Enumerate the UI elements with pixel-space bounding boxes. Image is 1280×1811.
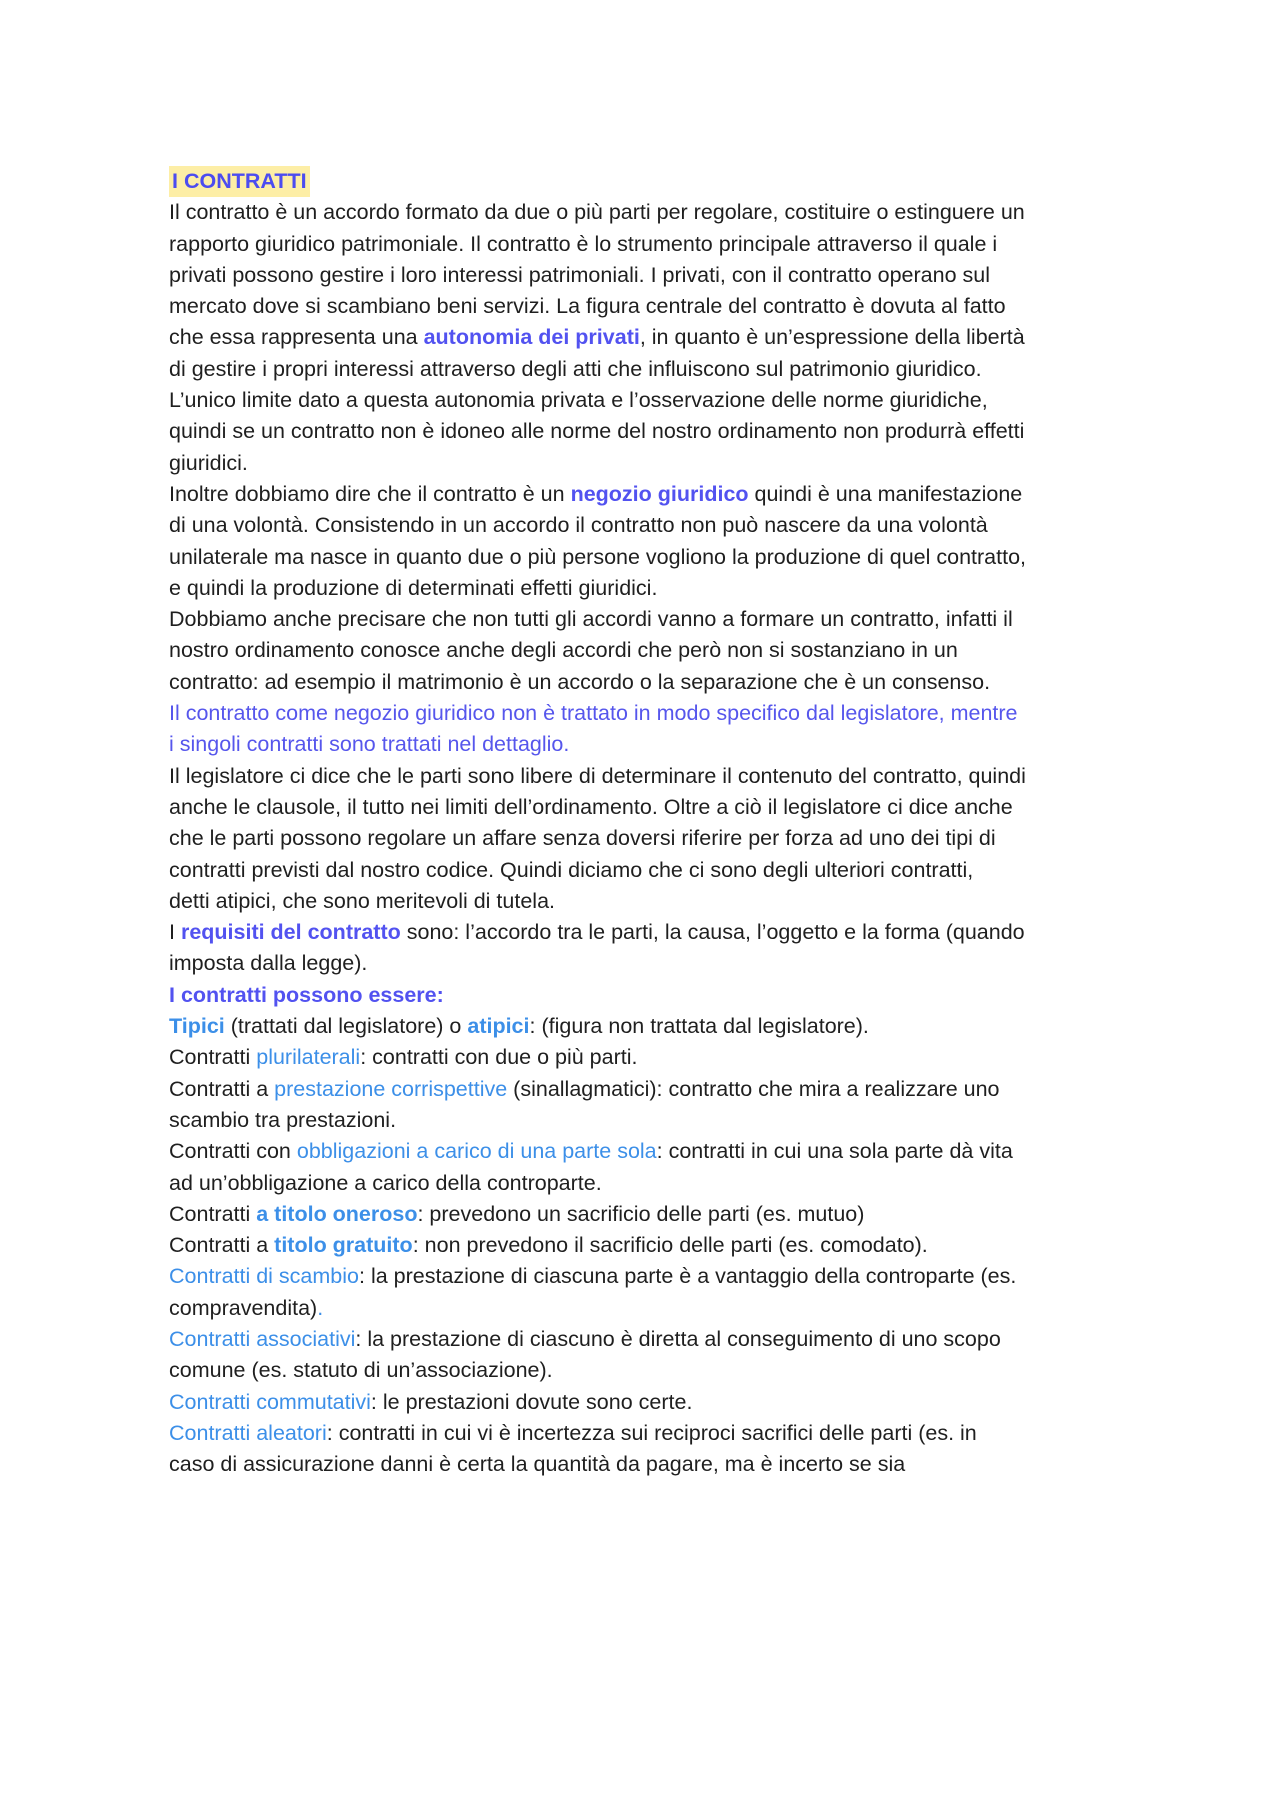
p1-line-2: rapporto giuridico patrimoniale. Il contratto è lo strumento principale attraverso il quale i: [169, 231, 998, 256]
key-term-negozio: negozio giuridico: [570, 481, 749, 506]
list-item-obbligazioni-cont: ad un’obbligazione a carico della controparte.: [169, 1170, 602, 1195]
p1-line-1: Il contratto è un accordo formato da due o più parti per regolare, costituire o estinguere un: [169, 200, 1025, 225]
text: : contratti con due o più parti.: [360, 1045, 638, 1070]
list-item-obbligazioni: [169, 1136, 1129, 1167]
list-item-scambio: [169, 1261, 1129, 1292]
colored-period: .: [317, 1295, 324, 1320]
p4-line-1: Il contratto come negozio giuridico non è trattato in modo specifico dal legislatore, mentre: [169, 701, 1018, 726]
term-commutativi: Contratti commutativi: [169, 1389, 371, 1414]
text: Contratti: [169, 1045, 257, 1070]
p5-line-4: contratti previsti dal nostro codice. Quindi diciamo che ci sono degli ulteriori contratti,: [169, 857, 974, 882]
p2-line-2: di una volontà. Consistendo in un accordo il contratto non può nascere da una volontà: [169, 513, 988, 538]
doc-title: I CONTRATTI: [169, 166, 310, 197]
list-item-aleatori: [169, 1418, 1129, 1449]
p1-line-6: di gestire i propri interessi attraverso degli atti che influiscono sul patrimonio giuridico.: [169, 356, 982, 381]
text: Contratti a: [169, 1076, 275, 1101]
p1-line-4: mercato dove si scambiano beni servizi. La figura centrale del contratto è dovuta al fatto: [169, 294, 1006, 319]
list-item-commutativi: [169, 1387, 1129, 1418]
p2-line-1: [169, 479, 1129, 510]
term-aleatori: Contratti aleatori: [169, 1420, 327, 1445]
text: : contratti in cui vi è incertezza sui reciproci sacrifici delle parti (es. in: [326, 1420, 977, 1445]
p5-line-5: detti atipici, che sono meritevoli di tutela.: [169, 888, 556, 913]
term-atipici: atipici: [467, 1014, 530, 1039]
text: che essa rappresenta una: [169, 325, 424, 350]
term-oneroso: a titolo oneroso: [256, 1201, 418, 1226]
term-tipici: Tipici: [169, 1014, 225, 1039]
p3-line-3: contratto: ad esempio il matrimonio è un accordo o la separazione che è un consenso.: [169, 669, 991, 694]
term-gratuito: titolo gratuito: [274, 1233, 413, 1258]
text: , in quanto è un’espressione della libertà: [639, 325, 1025, 350]
p1-line-8: quindi se un contratto non è idoneo alle norme del nostro ordinamento non produrrà effetti: [169, 419, 1025, 444]
text: quindi è una manifestazione: [748, 481, 1023, 506]
text: : non prevedono il sacrificio delle parti (es. comodato).: [412, 1233, 928, 1258]
document-body: [169, 166, 1129, 1480]
p6-line-1: [169, 917, 1129, 948]
term-associativi: Contratti associativi: [169, 1326, 356, 1351]
list-item-prestazione-cont: scambio tra prestazioni.: [169, 1107, 397, 1132]
p3-line-2: nostro ordinamento conosce anche degli accordi che però non si sostanziano in un: [169, 638, 958, 663]
list-item-associativi-cont: comune (es. statuto di un’associazione).: [169, 1358, 553, 1383]
p1-line-7: L’unico limite dato a questa autonomia privata e l’osservazione delle norme giuridiche,: [169, 388, 988, 413]
list-item-oneroso: [169, 1199, 1129, 1230]
p6-line-2: imposta dalla legge).: [169, 951, 368, 976]
p2-line-3: unilaterale ma nasce in quanto due o più persone vogliono la produzione di quel contratto,: [169, 544, 1027, 569]
list-item-tipici: [169, 1011, 1129, 1042]
text: Contratti: [169, 1201, 257, 1226]
list-item-scambio-cont: [169, 1293, 1129, 1324]
text: : le prestazioni dovute sono certe.: [370, 1389, 693, 1414]
term-prestazione: prestazione corrispettive: [274, 1076, 508, 1101]
term-plurilaterali: plurilaterali: [256, 1045, 361, 1070]
key-term-requisiti: requisiti del contratto: [180, 920, 401, 945]
text: (trattati dal legislatore) o: [224, 1014, 468, 1039]
text: : prevedono un sacrificio delle parti (es. mutuo): [417, 1201, 865, 1226]
p4-line-2: i singoli contratti sono trattati nel dettaglio.: [169, 732, 570, 757]
p1-line-9: giuridici.: [169, 450, 248, 475]
text: : (figura non trattata dal legislatore).: [529, 1014, 869, 1039]
list-item-gratuito: [169, 1230, 1129, 1261]
text: I: [169, 920, 181, 945]
text: sono: l’accordo tra le parti, la causa, l’oggetto e la forma (quando: [400, 920, 1025, 945]
term-scambio: Contratti di scambio: [169, 1264, 359, 1289]
p5-line-3: che le parti possono regolare un affare senza doversi riferire per forza ad uno dei tipi di: [169, 826, 996, 851]
text: (sinallagmatici): contratto che mira a realizzare uno: [507, 1076, 1000, 1101]
term-obbligazioni: obbligazioni a carico di una parte sola: [296, 1139, 657, 1164]
p5-line-2: anche le clausole, il tutto nei limiti dell’ordinamento. Oltre a ciò il legislatore ci dice anche: [169, 794, 1013, 819]
text: : la prestazione di ciascuno è diretta al conseguimento di uno scopo: [355, 1326, 1001, 1351]
p5-line-1: Il legislatore ci dice che le parti sono libere di determinare il contenuto del contratto, quindi: [169, 763, 1026, 788]
list-item-prestazione: [169, 1074, 1129, 1105]
p2-line-4: e quindi la produzione di determinati effetti giuridici.: [169, 575, 658, 600]
p1-line-3: privati possono gestire i loro interessi patrimoniali. I privati, con il contratto operano sul: [169, 262, 990, 287]
doc-title-line: [169, 166, 1129, 197]
list-item-plurilaterali: [169, 1042, 1129, 1073]
p1-line-5: [169, 322, 1129, 353]
text: : contratti in cui una sola parte dà vita: [656, 1139, 1013, 1164]
p3-line-1: Dobbiamo anche precisare che non tutti gli accordi vanno a formare un contratto, infatti il: [169, 607, 1013, 632]
key-term-autonomia: autonomia dei privati: [423, 325, 640, 350]
text: Contratti a: [169, 1233, 275, 1258]
text: : la prestazione di ciascuna parte è a vantaggio della controparte (es.: [359, 1264, 1017, 1289]
list-heading: I contratti possono essere:: [169, 982, 444, 1007]
list-item-aleatori-cont: caso di assicurazione danni è certa la quantità da pagare, ma è incerto se sia: [169, 1452, 906, 1477]
text: compravendita): [169, 1295, 318, 1320]
text: Contratti con: [169, 1139, 297, 1164]
text: Inoltre dobbiamo dire che il contratto è un: [169, 481, 571, 506]
list-item-associativi: [169, 1324, 1129, 1355]
